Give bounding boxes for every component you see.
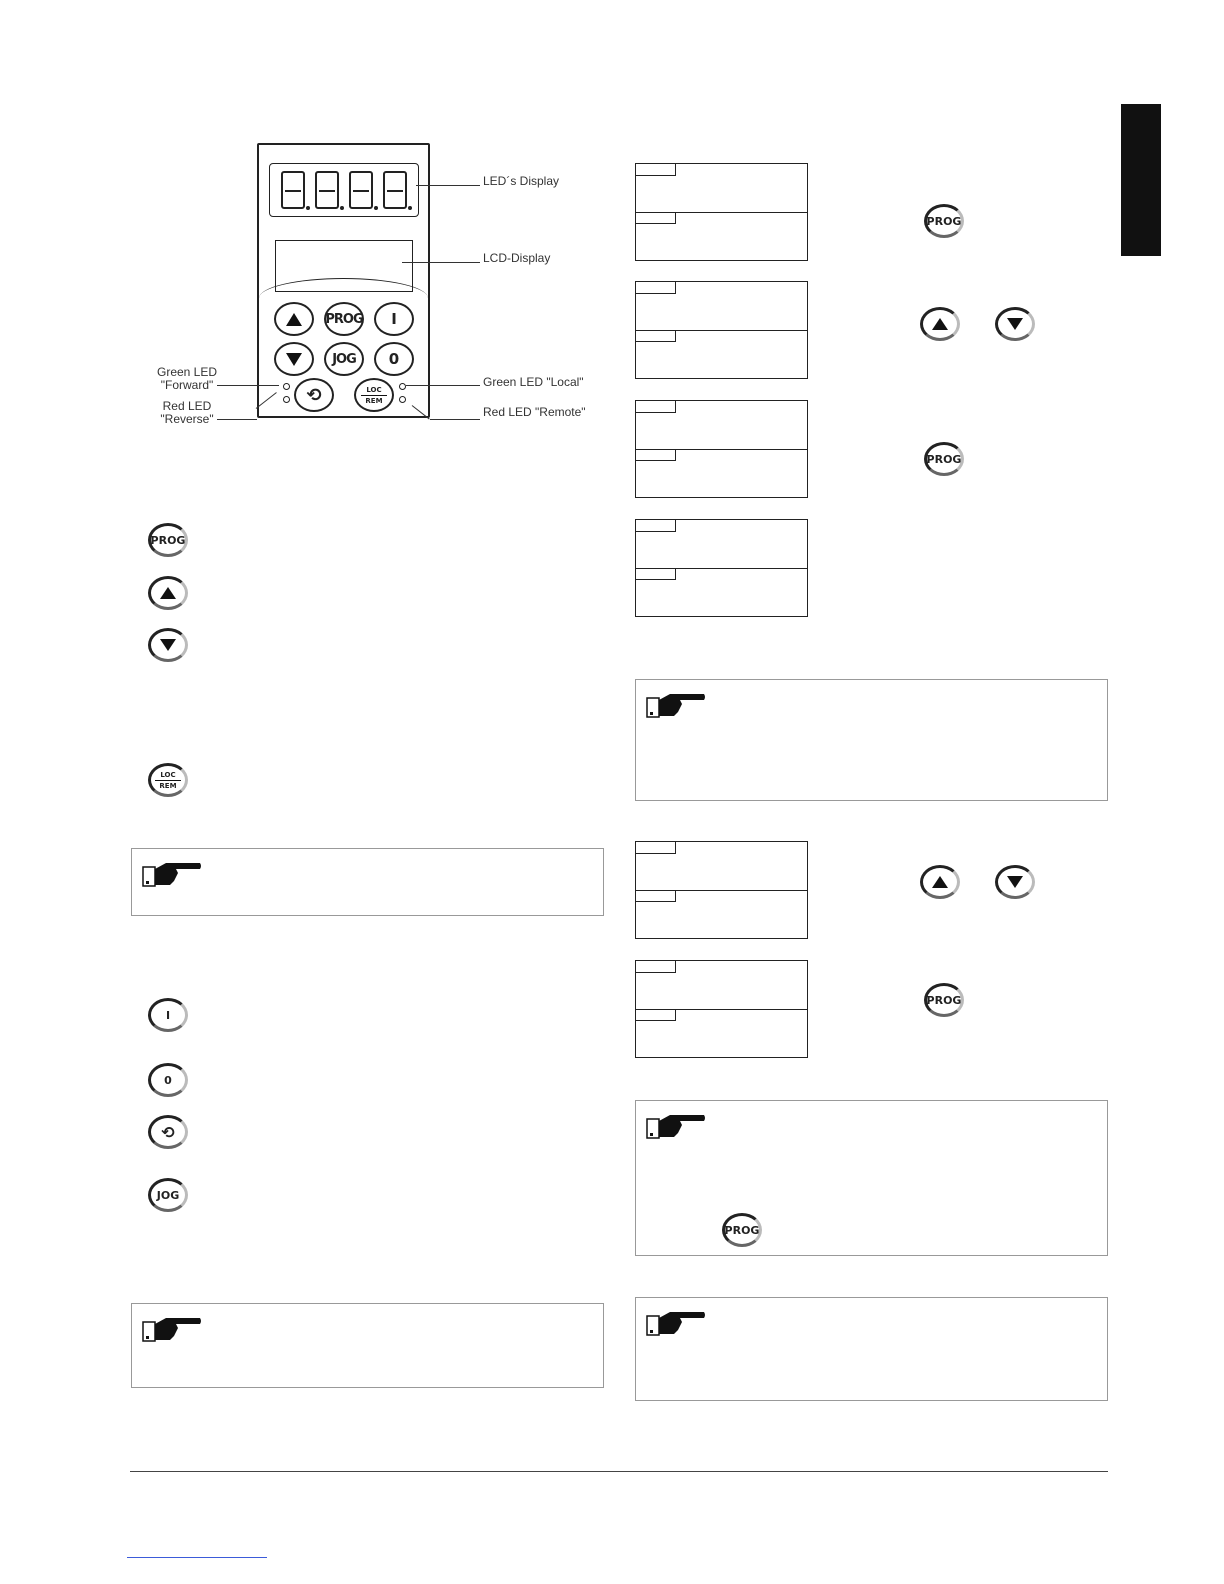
lcd-frame xyxy=(635,281,808,379)
lcd-frame xyxy=(635,163,808,261)
lcd-line-2 xyxy=(636,890,807,938)
callout-green-led-local: Green LED "Local" xyxy=(483,375,584,389)
note-box xyxy=(131,1303,604,1388)
hmi-keypad-figure xyxy=(257,143,430,418)
led-digit xyxy=(383,171,407,209)
pointing-hand-icon xyxy=(646,1111,706,1139)
lcd-line-2 xyxy=(636,330,807,378)
start-key-icon: I xyxy=(148,998,188,1032)
key-prog: PROG xyxy=(324,302,364,336)
callout-red-led-remote: Red LED "Remote" xyxy=(483,405,586,419)
callout-arrow xyxy=(406,385,480,386)
key-stop: 0 xyxy=(374,342,414,376)
callout-arrow xyxy=(430,419,480,420)
key-start: I xyxy=(374,302,414,336)
prog-key-icon: PROG xyxy=(722,1213,762,1247)
note-box xyxy=(131,848,604,916)
note-box xyxy=(635,1100,1108,1256)
stop-key-icon: 0 xyxy=(148,1063,188,1097)
callout-red-led-reverse: Red LED "Reverse" xyxy=(160,399,214,426)
reverse-led xyxy=(283,396,290,403)
callout-arrow xyxy=(402,262,480,263)
jog-key-icon: JOG xyxy=(148,1178,188,1212)
lcd-line-1 xyxy=(636,842,807,891)
footer-divider xyxy=(130,1471,1108,1472)
lcd-line-2 xyxy=(636,568,807,616)
callout-led-display: LED´s Display xyxy=(483,174,560,188)
local-led xyxy=(399,383,406,390)
lcd-line-1 xyxy=(636,164,807,213)
lcd-frame xyxy=(635,400,808,498)
up-key-icon xyxy=(920,307,960,341)
pointing-hand-icon xyxy=(646,690,706,718)
up-key-icon xyxy=(148,576,188,610)
callout-lcd-display: LCD-Display xyxy=(483,251,551,265)
pointing-hand-icon xyxy=(142,1314,202,1342)
pointing-hand-icon xyxy=(142,859,202,887)
lcd-line-1 xyxy=(636,520,807,569)
led-digit xyxy=(315,171,339,209)
key-reverse: ⟲ xyxy=(294,378,334,412)
note-box xyxy=(635,1297,1108,1401)
lcd-frame xyxy=(635,519,808,617)
prog-key-icon: PROG xyxy=(924,983,964,1017)
remote-led xyxy=(399,396,406,403)
key-down xyxy=(274,342,314,376)
lcd-line-2 xyxy=(636,212,807,260)
prog-key-icon: PROG xyxy=(924,442,964,476)
callout-arrow xyxy=(217,385,279,386)
lcd-frame xyxy=(635,960,808,1058)
lcd-line-2 xyxy=(636,449,807,497)
prog-key-icon: PROG xyxy=(148,523,188,557)
lcd-line-2 xyxy=(636,1009,807,1057)
led-digit xyxy=(349,171,373,209)
led-display xyxy=(269,163,419,217)
pointing-hand-icon xyxy=(646,1308,706,1336)
callout-arrow xyxy=(416,185,480,186)
led-digit xyxy=(281,171,305,209)
section-tab xyxy=(1121,104,1161,256)
down-key-icon xyxy=(995,865,1035,899)
key-up xyxy=(274,302,314,336)
key-loc-rem xyxy=(354,378,394,412)
down-key-icon xyxy=(148,628,188,662)
down-key-icon xyxy=(995,307,1035,341)
rem-label: REM xyxy=(365,396,383,405)
lcd-line-1 xyxy=(636,961,807,1010)
up-key-icon xyxy=(920,865,960,899)
lcd-line-1 xyxy=(636,282,807,331)
forward-led xyxy=(283,383,290,390)
lcd-frame xyxy=(635,841,808,939)
reverse-key-icon: ⟲ xyxy=(148,1115,188,1149)
loc-label: LOC xyxy=(366,385,382,394)
note-box xyxy=(635,679,1108,801)
prog-key-icon: PROG xyxy=(924,204,964,238)
callout-arrow xyxy=(217,419,257,420)
lcd-line-1 xyxy=(636,401,807,450)
loc-rem-key-icon: LOC REM xyxy=(148,763,188,797)
callout-green-led-forward: Green LED "Forward" xyxy=(156,365,218,392)
footer-link-underline[interactable] xyxy=(127,1557,267,1558)
key-jog: JOG xyxy=(324,342,364,376)
